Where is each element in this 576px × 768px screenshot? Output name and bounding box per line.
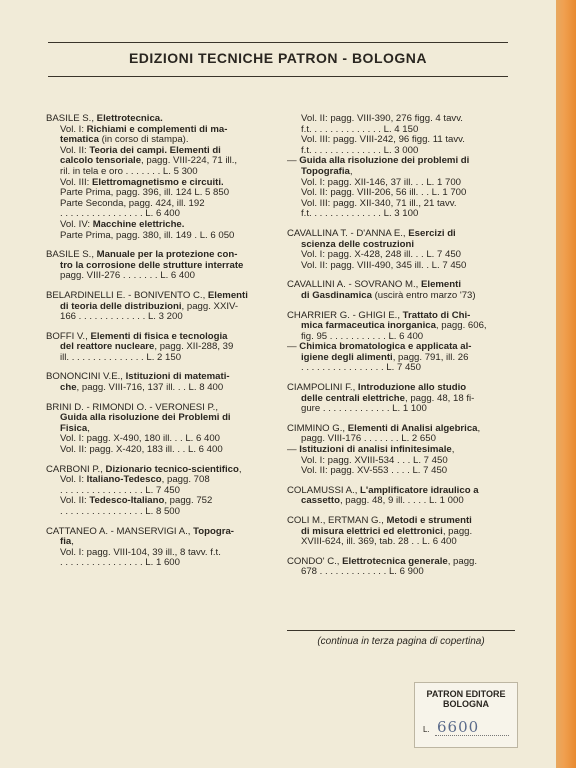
entry-title-text: Topogra- [193,525,234,537]
entry-text: Vol. I: pagg. XII-146, 37 ill. . . L. 1 700 [301,176,461,188]
entry-text: , pagg. 606, [435,320,487,332]
entry-text: CAVALLINA T. - D'ANNA E., [287,227,409,239]
entry-text: BASILE S., [46,113,97,124]
entry-text: Vol. I: pagg. X-490, 180 ill. . . L. 6 400 [60,433,221,445]
entry-title-text: Esercizi di [408,227,456,239]
publisher-title: EDIZIONI TECNICHE PATRON - BOLOGNA [128,50,428,66]
entry-title-text: fia [60,536,72,548]
catalog-entry [46,527,272,569]
catalog-entry [287,557,515,578]
entry-title-text: scienza delle costruzioni [301,238,415,250]
entry-line [287,261,515,272]
stamp-publisher: PATRON EDITORE BOLOGNA [426,689,506,709]
entry-text: Vol. III: pagg. VIII-242, 96 figg. 11 tavv. [301,134,465,146]
entry-text: Vol. II: [60,144,90,156]
entry-text: — [287,444,300,456]
entry-text: pagg. VIII-176 . . . . . . . L. 2 650 [301,433,436,445]
stamp-price-prefix: L. [423,725,430,734]
entry-line [46,271,272,282]
entry-title-text: che [60,382,77,394]
entry-title-text: delle centrali elettriche [301,392,405,404]
entry-title-text: Dizionario tecnico-scientifico [105,463,239,475]
entry-title-text: Fisica [60,422,88,434]
entry-line [46,383,272,394]
catalog-entry [287,486,515,507]
entry-title-text: di teoria delle distribuzioni [60,300,182,312]
entry-text: — [287,155,300,167]
entry-line [287,404,515,415]
entry-title-text: Elementi di fisica e tecnologia [90,330,228,342]
entry-text: CIAMPOLINI F., [287,382,358,394]
entry-text: Vol. III: pagg. XII-340, 71 ill., 21 tavv. [301,197,457,209]
entry-title-text: Tedesco-Italiano [89,495,165,507]
entry-text: Vol. II: pagg. VIII-390, 276 figg. 4 tavv. [301,113,463,124]
entry-text: Vol. III: [60,176,92,188]
entry-text: COLI M., ERTMAN G., [287,515,387,526]
entry-line [287,567,515,578]
catalog-entry [46,332,272,364]
entry-text: (in corso di stampa). [98,134,189,146]
catalog-entry [46,465,272,518]
entry-title-text: Manuale per la protezione con- [96,249,238,261]
catalog-entry [287,516,515,548]
entry-text: 166 . . . . . . . . . . . . . L. 3 200 [60,311,183,323]
entry-title-text: Italiano-Tedesco [86,474,162,486]
entry-text: CAVALLINI A. - SOVRANO M., [287,279,421,291]
entry-title-text: Metodi e strumenti [386,515,472,526]
entry-line [46,445,272,456]
catalog-entry [287,280,515,301]
book-spine-edge [556,0,576,768]
entry-text: , [477,422,481,434]
catalog-entry [287,229,515,271]
entry-text: Vol. I: pagg. X-428, 248 ill. . . L. 7 450 [301,249,462,261]
entry-line [46,507,272,518]
entry-line [287,496,515,507]
entry-text: , pagg. 752 [164,495,213,507]
entry-title-text: di Gasdinamica [301,289,372,301]
entry-line [46,558,272,569]
entry-title-text: Elettrotecnica. [96,113,163,124]
entry-text: , pagg. VIII-716, 137 ill. . . L. 8 400 [76,382,224,394]
entry-title-text: mica farmaceutica inorganica [301,320,436,332]
entry-text: BRINI D. - RIMONDI O. - VERONESI P., [46,401,218,413]
entry-title-text: tematica [60,134,99,146]
entry-text: Vol. II: pagg. XV-553 . . . . L. 7 450 [301,465,448,477]
entry-text: , [451,444,455,456]
entry-title-text: Elettromagnetismo e circuiti. [92,176,224,188]
entry-text: , [238,463,242,475]
entry-text: Vol. I: [60,123,87,135]
entry-text: . . . . . . . . . . . . . . . . L. 1 600 [60,557,180,569]
entry-text: 678 . . . . . . . . . . . . . L. 6 900 [301,566,424,578]
entry-text: , pagg. VIII-224, 71 ill., [141,155,238,167]
entry-text: COLAMUSSI A., [287,484,361,496]
entry-title-text: Elementi di Analisi algebrica [347,422,478,434]
catalog-column-left [46,114,272,578]
continua-rule [287,630,515,631]
entry-text: — [287,341,300,353]
entry-text: pagg. VIII-276 . . . . . . . L. 6 400 [60,270,195,282]
entry-text: Vol. II: pagg. VIII-490, 345 ill. . L. 7 450 [301,259,467,271]
catalog-entry [287,311,515,375]
entry-line [46,231,272,242]
entry-text: BASILE S., [46,249,97,261]
catalog-entry [46,403,272,456]
entry-title-text: calcolo tensoriale [60,155,142,167]
entry-title-text: igiene degli alimenti [301,351,393,363]
entry-text: XVIII-624, ill. 369, tab. 28 . . L. 6 400 [301,536,457,548]
entry-text: , pagg. XII-288, 39 [154,341,234,353]
entry-text: ill. . . . . . . . . . . . . . . L. 2 150 [60,351,182,363]
entry-title-text: Macchine elettriche. [92,218,185,230]
catalog-entry [287,424,515,477]
entry-line [46,312,272,323]
entry-text: Vol. I: [60,474,87,486]
entry-text: , [71,536,74,548]
entry-text: f.t. . . . . . . . . . . . . . L. 4 150 [301,123,419,135]
entry-title-text: Guida alla risoluzione dei problemi di [299,155,470,167]
entry-text: BELARDINELLI E. - BONIVENTO C., [46,289,208,301]
entry-text: Vol. II: pagg. VIII-206, 56 ill. . . L. 1 700 [301,187,467,199]
entry-text: . . . . . . . . . . . . . . . . L. 6 400 [60,208,180,220]
entry-text: f.t. . . . . . . . . . . . . . L. 3 000 [301,144,419,156]
entry-text: Vol. IV: [60,218,93,230]
entry-title-text: Chimica bromatologica e applicata al- [299,341,472,353]
entry-title-text: Elementi [207,289,248,301]
entry-text: BONONCINI V.E., [46,371,126,383]
entry-title-text: di misura elettrici ed elettronici [301,525,443,537]
entry-text: . . . . . . . . . . . . . . . . L. 8 500 [60,506,180,517]
header-top-rule [48,42,508,43]
entry-text: , pagg. 48, 9 ill. . . . . L. 1 000 [339,495,464,507]
entry-text: CATTANEO A. - MANSERVIGI A., [46,525,194,537]
entry-title-text: Teoria dei campi. Elementi di [89,144,221,156]
price-stamp [414,682,518,748]
entry-title-text: Istituzioni di matemati- [125,371,230,383]
entry-title-text: Elettrotecnica generale [342,555,448,567]
entry-text: ril. in tela e oro . . . . . . . L. 5 300 [60,165,198,177]
entry-text: CARBONI P., [46,463,106,475]
header-bottom-rule [48,76,508,77]
entry-text: CIMMINO G., [287,422,348,434]
entry-title-text: tro la corrosione delle strutture interrate [60,259,244,271]
entry-line [287,363,515,374]
entry-text: , pagg. [442,525,473,537]
catalog-entry [46,114,272,241]
entry-text: (uscirà entro marzo '73) [371,289,476,301]
entry-text: , pagg. [447,555,478,567]
entry-text: , pagg. XXIV- [181,300,239,312]
entry-line [287,466,515,477]
entry-line [287,537,515,548]
entry-title-text: Trattato di Chi- [402,309,471,321]
catalog-entry [46,291,272,323]
entry-text: , [349,165,353,177]
entry-text: Parte Seconda, pagg. 424, ill. 192 [60,197,205,209]
entry-text: f.t. . . . . . . . . . . . . . L. 3 100 [301,208,419,220]
entry-text: . . . . . . . . . . . . . . . . L. 7 450 [301,362,421,374]
entry-text: fig. 95 . . . . . . . . . . . L. 6 400 [301,330,424,342]
entry-title-text: Istituzioni di analisi infinitesimale [299,444,452,456]
entry-line [287,209,515,220]
entry-text: . . . . . . . . . . . . . . . . L. 7 450 [60,484,180,496]
catalog-entry [287,383,515,415]
entry-text: Vol. I: pagg. XVIII-534 . . . L. 7 450 [301,454,448,466]
catalog-column-right [287,114,515,587]
entry-title-text: Richiami e complementi di ma- [86,123,228,135]
entry-text: , pagg. 791, ill. 26 [392,351,469,363]
entry-line [46,353,272,364]
catalog-entry [46,372,272,393]
entry-text: gure . . . . . . . . . . . . . L. 1 100 [301,403,427,415]
entry-text: CHARRIER G. - GHIGI E., [287,309,403,321]
entry-title-text: del reattore nucleare [60,341,155,353]
entry-text: Vol. I: pagg. VIII-104, 39 ill., 8 tavv. f.t. [60,546,221,558]
continua-note: (continua in terza pagina di copertina) [317,636,485,647]
entry-text: CONDO' C., [287,555,343,567]
catalog-entry [287,114,515,220]
entry-title-text: L'amplificatore idraulico a [360,484,479,496]
entry-line [287,291,515,302]
entry-text: Parte Prima, pagg. 396, ill. 124 L. 5 850 [60,187,230,199]
entry-text: BOFFI V., [46,330,91,342]
entry-text: Parte Prima, pagg. 380, ill. 149 . L. 6 050 [60,229,235,241]
handwritten-price: 6600 [437,718,480,736]
entry-title-text: Elementi [421,279,461,291]
entry-text: , pagg. 48, 18 fi- [404,392,475,404]
entry-text: , [87,422,90,434]
catalog-entry [46,250,272,282]
entry-line [46,527,272,538]
entry-title-text: Introduzione allo studio [357,382,467,394]
stamp-price-line [435,735,509,736]
entry-title-text: cassetto [301,495,340,507]
entry-title-text: Guida alla risoluzione dei Problemi di [60,412,231,424]
entry-text: Vol. II: [60,495,90,507]
entry-title-text: Topografia [301,165,350,177]
entry-text: Vol. II: pagg. X-420, 183 ill. . . L. 6 400 [60,444,223,456]
entry-text: , pagg. 708 [161,474,210,486]
